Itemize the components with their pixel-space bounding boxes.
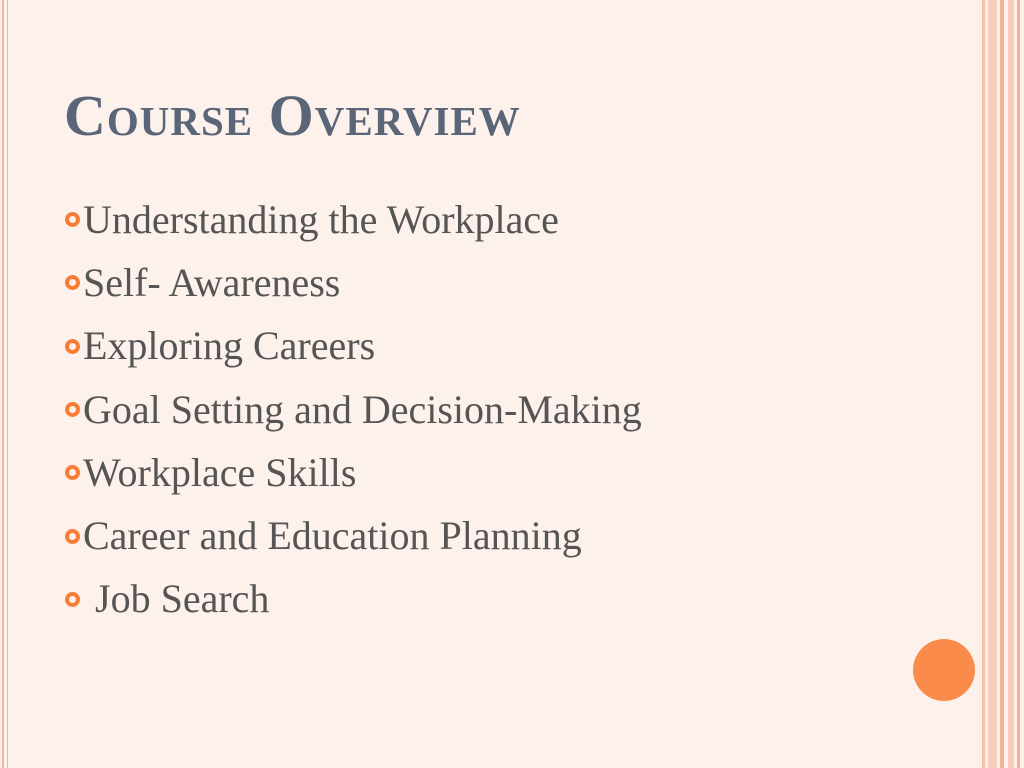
bullet-text: Job Search (95, 576, 270, 622)
bullet-text: Career and Education Planning (83, 513, 582, 559)
bullet-circle-icon (65, 529, 80, 544)
bullet-circle-icon (65, 212, 80, 227)
bullet-item (62, 188, 642, 251)
bullet-item (62, 251, 642, 314)
bullet-text: Exploring Careers (83, 323, 376, 369)
left-border-line (2, 0, 4, 768)
bullet-list (62, 188, 642, 631)
bullet-item (62, 378, 642, 441)
left-border-decoration (0, 0, 8, 768)
bullet-circle-icon (65, 339, 80, 354)
bullet-circle-icon (65, 275, 80, 290)
bullet-text: Workplace Skills (83, 449, 357, 495)
bullet-text: Goal Setting and Decision-Making (83, 386, 642, 432)
right-stripe (1000, 0, 1004, 768)
bullet-circle-icon (65, 592, 80, 607)
right-stripe (1008, 0, 1014, 768)
bullet-item (62, 441, 642, 504)
right-stripe (982, 0, 985, 768)
right-stripe (988, 0, 997, 768)
bullet-text: Self- Awareness (83, 259, 341, 305)
orange-circle-decoration (913, 639, 975, 701)
slide-title: Course Overview (64, 83, 521, 148)
bullet-item (62, 315, 642, 378)
bullet-circle-icon (65, 465, 80, 480)
right-stripe (1017, 0, 1020, 768)
bullet-text: Understanding the Workplace (83, 196, 559, 242)
bullet-circle-icon (65, 402, 80, 417)
bullet-item (62, 568, 642, 631)
bullet-item (62, 504, 642, 567)
